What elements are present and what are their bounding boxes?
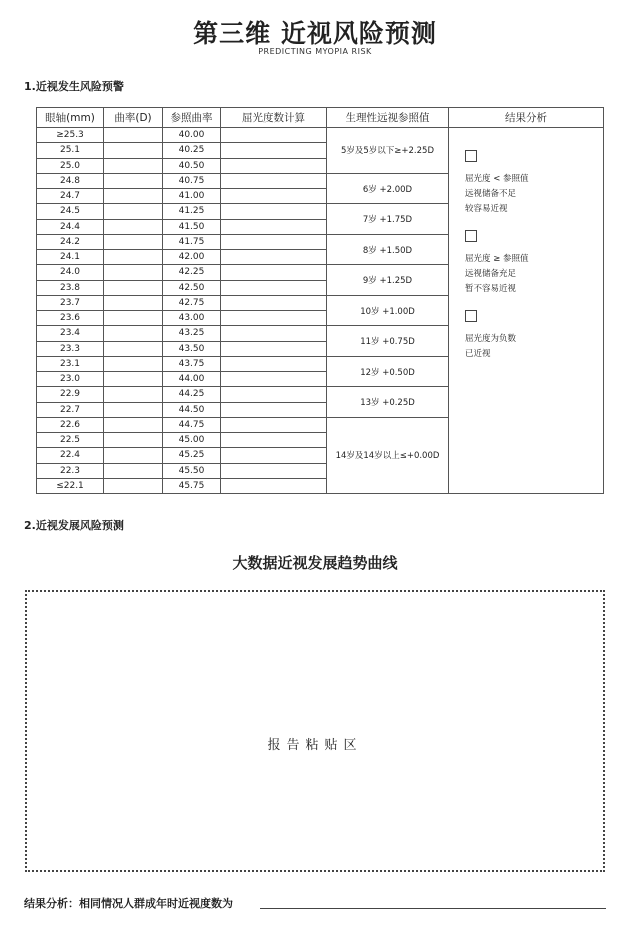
curvature-cell[interactable] — [104, 478, 163, 493]
analysis-option — [465, 310, 603, 362]
curvature-cell[interactable] — [104, 250, 163, 265]
analysis-option — [465, 230, 603, 297]
hyperopia-reference-cell: 7岁 +1.75D — [327, 204, 449, 235]
col-reference-curvature: 参照曲率 — [163, 108, 221, 128]
section2-heading: 2.近视发展风险预测 — [24, 519, 124, 532]
checkbox-icon[interactable] — [465, 150, 477, 162]
refraction-calc-cell[interactable] — [221, 234, 327, 249]
reference-curvature-cell: 40.75 — [163, 173, 221, 188]
curvature-cell[interactable] — [104, 402, 163, 417]
axial-length-cell: 23.0 — [37, 372, 104, 387]
axial-length-cell: 23.1 — [37, 356, 104, 371]
refraction-calc-cell[interactable] — [221, 295, 327, 310]
analysis-option-text: 远视储备不足 — [465, 189, 517, 199]
curvature-cell[interactable] — [104, 433, 163, 448]
refraction-calc-cell[interactable] — [221, 173, 327, 188]
hyperopia-reference-cell: 6岁 +2.00D — [327, 173, 449, 204]
curvature-cell[interactable] — [104, 219, 163, 234]
refraction-calc-cell[interactable] — [221, 448, 327, 463]
analysis-option-text: 已近视 — [465, 349, 491, 359]
curvature-cell[interactable] — [104, 295, 163, 310]
report-paste-area — [25, 590, 605, 872]
reference-curvature-cell: 45.75 — [163, 478, 221, 493]
reference-curvature-cell: 41.00 — [163, 189, 221, 204]
refraction-calc-cell[interactable] — [221, 280, 327, 295]
axial-length-cell: 23.7 — [37, 295, 104, 310]
reference-curvature-cell: 41.50 — [163, 219, 221, 234]
curvature-cell[interactable] — [104, 173, 163, 188]
reference-curvature-cell: 45.50 — [163, 463, 221, 478]
axial-length-cell: 23.8 — [37, 280, 104, 295]
axial-length-cell: 25.0 — [37, 158, 104, 173]
reference-curvature-cell: 42.25 — [163, 265, 221, 280]
trend-chart-title: 大数据近视发展趋势曲线 — [232, 554, 398, 572]
curvature-cell[interactable] — [104, 128, 163, 143]
reference-curvature-cell: 42.50 — [163, 280, 221, 295]
axial-length-cell: 25.1 — [37, 143, 104, 158]
hyperopia-reference-cell: 10岁 +1.00D — [327, 295, 449, 326]
reference-curvature-cell: 40.00 — [163, 128, 221, 143]
page-subtitle: PREDICTING MYOPIA RISK — [258, 47, 372, 56]
table-header-row — [37, 108, 604, 128]
curvature-cell[interactable] — [104, 158, 163, 173]
myopia-risk-table — [36, 107, 604, 494]
reference-curvature-cell: 45.25 — [163, 448, 221, 463]
refraction-calc-cell[interactable] — [221, 463, 327, 478]
reference-curvature-cell: 44.25 — [163, 387, 221, 402]
page-title: 第三维 近视风险预测 — [193, 19, 437, 48]
hyperopia-reference-cell: 8岁 +1.50D — [327, 234, 449, 265]
table-row — [37, 128, 604, 143]
axial-length-cell: 22.6 — [37, 417, 104, 432]
axial-length-cell: 22.4 — [37, 448, 104, 463]
refraction-calc-cell[interactable] — [221, 189, 327, 204]
col-curvature: 曲率(D) — [104, 108, 163, 128]
col-result-analysis: 结果分析 — [449, 108, 604, 128]
curvature-cell[interactable] — [104, 143, 163, 158]
hyperopia-reference-cell: 14岁及14岁以上≤+0.00D — [327, 417, 449, 493]
analysis-option-text: 较容易近视 — [465, 204, 508, 214]
curvature-cell[interactable] — [104, 356, 163, 371]
refraction-calc-cell[interactable] — [221, 204, 327, 219]
reference-curvature-cell: 44.50 — [163, 402, 221, 417]
curvature-cell[interactable] — [104, 448, 163, 463]
analysis-option — [465, 150, 603, 217]
axial-length-cell: 23.4 — [37, 326, 104, 341]
curvature-cell[interactable] — [104, 341, 163, 356]
curvature-cell[interactable] — [104, 189, 163, 204]
axial-length-cell: 24.5 — [37, 204, 104, 219]
curvature-cell[interactable] — [104, 311, 163, 326]
hyperopia-reference-cell: 13岁 +0.25D — [327, 387, 449, 418]
axial-length-cell: ≥25.3 — [37, 128, 104, 143]
refraction-calc-cell[interactable] — [221, 128, 327, 143]
reference-curvature-cell: 43.25 — [163, 326, 221, 341]
reference-curvature-cell: 41.25 — [163, 204, 221, 219]
section1-heading: 1.近视发生风险预警 — [24, 80, 124, 93]
checkbox-icon[interactable] — [465, 230, 477, 242]
axial-length-cell: 22.7 — [37, 402, 104, 417]
refraction-calc-cell[interactable] — [221, 265, 327, 280]
axial-length-cell: 24.8 — [37, 173, 104, 188]
axial-length-cell: 22.5 — [37, 433, 104, 448]
axial-length-cell: 23.6 — [37, 311, 104, 326]
axial-length-cell: 24.4 — [37, 219, 104, 234]
reference-curvature-cell: 42.75 — [163, 295, 221, 310]
refraction-calc-cell[interactable] — [221, 219, 327, 234]
refraction-calc-cell[interactable] — [221, 402, 327, 417]
col-physiological-hyperopia: 生理性远视参照值 — [327, 108, 449, 128]
hyperopia-reference-cell: 9岁 +1.25D — [327, 265, 449, 296]
refraction-calc-cell[interactable] — [221, 341, 327, 356]
refraction-calc-cell[interactable] — [221, 417, 327, 432]
refraction-calc-cell[interactable] — [221, 250, 327, 265]
hyperopia-reference-cell: 11岁 +0.75D — [327, 326, 449, 357]
analysis-option-text: 屈光度 < 参照值 — [465, 174, 529, 184]
analysis-option-text: 远视储备充足 — [465, 269, 517, 279]
axial-length-cell: 24.0 — [37, 265, 104, 280]
curvature-cell[interactable] — [104, 204, 163, 219]
reference-curvature-cell: 40.50 — [163, 158, 221, 173]
footer-answer-line[interactable] — [260, 908, 606, 909]
refraction-calc-cell[interactable] — [221, 433, 327, 448]
refraction-calc-cell[interactable] — [221, 356, 327, 371]
axial-length-cell: 22.9 — [37, 387, 104, 402]
curvature-cell[interactable] — [104, 265, 163, 280]
axial-length-cell: 24.2 — [37, 234, 104, 249]
result-analysis-cell — [449, 128, 604, 494]
refraction-calc-cell[interactable] — [221, 143, 327, 158]
refraction-calc-cell[interactable] — [221, 326, 327, 341]
refraction-calc-cell[interactable] — [221, 372, 327, 387]
curvature-cell[interactable] — [104, 280, 163, 295]
checkbox-icon[interactable] — [465, 310, 477, 322]
reference-curvature-cell: 44.75 — [163, 417, 221, 432]
reference-curvature-cell: 45.00 — [163, 433, 221, 448]
footer-result-label: 结果分析：相同情况人群成年时近视度数为 — [24, 897, 233, 910]
axial-length-cell: 22.3 — [37, 463, 104, 478]
curvature-cell[interactable] — [104, 326, 163, 341]
col-refraction-calc: 屈光度数计算 — [221, 108, 327, 128]
refraction-calc-cell[interactable] — [221, 387, 327, 402]
refraction-calc-cell[interactable] — [221, 311, 327, 326]
axial-length-cell: 23.3 — [37, 341, 104, 356]
curvature-cell[interactable] — [104, 463, 163, 478]
paste-area-label: 报告粘贴区 — [267, 738, 363, 753]
reference-curvature-cell: 44.00 — [163, 372, 221, 387]
hyperopia-reference-cell: 5岁及5岁以下≥+2.25D — [327, 128, 449, 174]
reference-curvature-cell: 43.50 — [163, 341, 221, 356]
reference-curvature-cell: 42.00 — [163, 250, 221, 265]
analysis-option-text: 屈光度为负数 — [465, 334, 517, 344]
curvature-cell[interactable] — [104, 387, 163, 402]
curvature-cell[interactable] — [104, 234, 163, 249]
analysis-option-text: 暂不容易近视 — [465, 284, 517, 294]
axial-length-cell: 24.1 — [37, 250, 104, 265]
analysis-option-text: 屈光度 ≥ 参照值 — [465, 254, 529, 264]
reference-curvature-cell: 43.75 — [163, 356, 221, 371]
refraction-calc-cell[interactable] — [221, 158, 327, 173]
curvature-cell[interactable] — [104, 372, 163, 387]
hyperopia-reference-cell: 12岁 +0.50D — [327, 356, 449, 387]
curvature-cell[interactable] — [104, 417, 163, 432]
reference-curvature-cell: 40.25 — [163, 143, 221, 158]
refraction-calc-cell[interactable] — [221, 478, 327, 493]
axial-length-cell: 24.7 — [37, 189, 104, 204]
reference-curvature-cell: 43.00 — [163, 311, 221, 326]
axial-length-cell: ≤22.1 — [37, 478, 104, 493]
col-axial-length: 眼轴(mm) — [37, 108, 104, 128]
reference-curvature-cell: 41.75 — [163, 234, 221, 249]
